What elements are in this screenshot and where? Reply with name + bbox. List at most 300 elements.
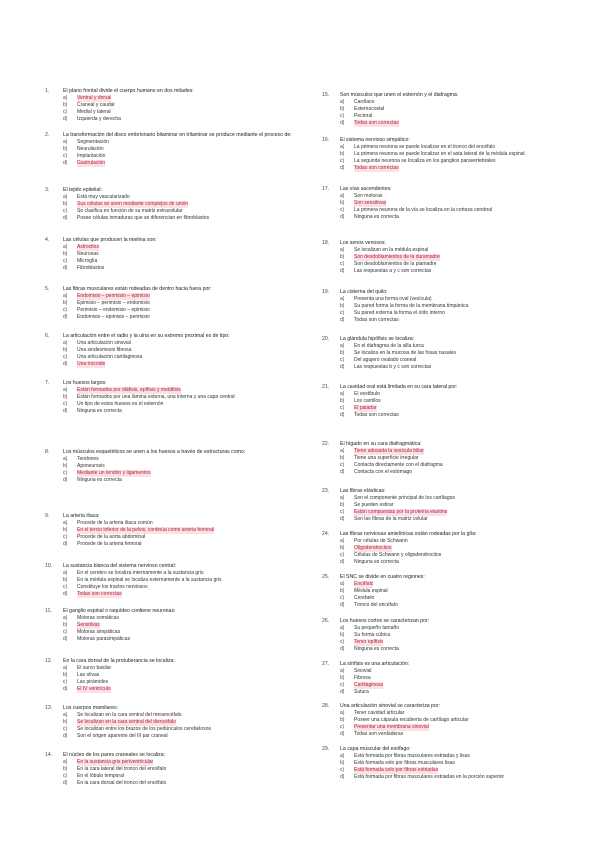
highlighted-answer-text: Tener epífisis bbox=[354, 639, 384, 645]
answer-option bbox=[45, 300, 300, 307]
answer-option bbox=[322, 538, 577, 545]
answer-option bbox=[322, 151, 577, 158]
question-number: 23. bbox=[322, 488, 330, 494]
question-15 bbox=[322, 92, 577, 127]
answer-option bbox=[322, 343, 577, 350]
question-19 bbox=[322, 289, 577, 324]
answer-option bbox=[322, 462, 577, 469]
option-letter: d) bbox=[63, 160, 68, 166]
option-letter: a) bbox=[340, 710, 345, 716]
option-letter: d) bbox=[63, 733, 68, 739]
question-number: 18. bbox=[322, 240, 330, 246]
highlighted-answer-text: Están compuestas por la proteína elastina bbox=[354, 509, 448, 515]
question-25 bbox=[322, 574, 577, 609]
question-header bbox=[45, 286, 300, 293]
option-letter: b) bbox=[340, 303, 345, 309]
option-letter: b) bbox=[63, 577, 68, 583]
answer-option bbox=[45, 672, 300, 679]
option-letter: a) bbox=[340, 625, 345, 631]
question-header bbox=[45, 513, 300, 520]
question-number: 13. bbox=[45, 705, 53, 711]
option-text: Perimisio – endomisio – epimisio bbox=[77, 307, 150, 313]
option-text: Procede de la arteria femoral bbox=[77, 541, 142, 547]
answer-option bbox=[322, 724, 577, 731]
option-letter: b) bbox=[63, 622, 68, 628]
option-text: En la cara dorsal del tronco del encéfalo bbox=[77, 780, 167, 786]
option-text: Las pirámides bbox=[77, 679, 109, 685]
option-letter: c) bbox=[340, 509, 345, 515]
question-text: Las fibras nerviosas amielínicas están rodeadas por la glía: bbox=[340, 531, 477, 537]
question-number: 4. bbox=[45, 237, 50, 243]
question-text: Las fibras elásticas: bbox=[340, 488, 386, 494]
answer-option bbox=[322, 710, 577, 717]
option-letter: b) bbox=[63, 394, 68, 400]
answer-option bbox=[45, 733, 300, 740]
option-letter: a) bbox=[340, 538, 345, 544]
answer-option bbox=[45, 759, 300, 766]
answer-option bbox=[322, 214, 577, 221]
option-letter: b) bbox=[63, 201, 68, 207]
option-letter: c) bbox=[340, 552, 345, 558]
answer-option bbox=[45, 726, 300, 733]
question-number: 19. bbox=[322, 289, 330, 295]
question-number: 14. bbox=[45, 752, 53, 758]
option-letter: a) bbox=[63, 712, 68, 718]
option-text: Craneal y caudal bbox=[77, 102, 115, 108]
question-header bbox=[322, 137, 577, 144]
option-letter: a) bbox=[63, 95, 68, 101]
answer-option bbox=[45, 636, 300, 643]
option-letter: b) bbox=[63, 463, 68, 469]
option-letter: c) bbox=[340, 207, 345, 213]
question-6 bbox=[45, 333, 300, 368]
option-letter: b) bbox=[340, 632, 345, 638]
answer-option bbox=[322, 495, 577, 502]
option-text: Tronco del encéfalo bbox=[354, 602, 398, 608]
option-letter: c) bbox=[63, 679, 68, 685]
question-text: El ganglio espinal o raquídeo contiene neuronas: bbox=[63, 608, 176, 614]
option-text: Ninguna es correcta bbox=[77, 408, 122, 414]
highlighted-answer-text: Endomisio – perimisio – epimisio bbox=[77, 293, 150, 299]
answer-option bbox=[45, 208, 300, 215]
question-text: Los huesos largos: bbox=[63, 380, 107, 386]
option-letter: d) bbox=[340, 559, 345, 565]
answer-option bbox=[322, 391, 577, 398]
option-letter: a) bbox=[63, 665, 68, 671]
question-11 bbox=[45, 608, 300, 643]
option-letter: d) bbox=[340, 165, 345, 171]
option-text: Está muy vascularizado bbox=[77, 194, 130, 200]
question-text: Las células que producen la mielina son: bbox=[63, 237, 157, 243]
option-text: Células de Schwann y oligodendrocitos bbox=[354, 552, 442, 558]
option-letter: a) bbox=[340, 448, 345, 454]
answer-option bbox=[322, 760, 577, 767]
option-letter: b) bbox=[340, 717, 345, 723]
option-letter: c) bbox=[340, 357, 345, 363]
question-24 bbox=[322, 531, 577, 566]
answer-option bbox=[45, 577, 300, 584]
question-text: La arteria iliaca: bbox=[63, 513, 100, 519]
answer-option bbox=[322, 193, 577, 200]
option-text: Posee células inmaduras que se diferencian en fibroblastos bbox=[77, 215, 210, 221]
answer-option bbox=[45, 258, 300, 265]
answer-option bbox=[45, 251, 300, 258]
option-text: Su pared forma la forma de la membrana timpánica bbox=[354, 303, 469, 309]
question-number: 27. bbox=[322, 661, 330, 667]
question-text: Los senos venosos: bbox=[340, 240, 386, 246]
question-text: El núcleo de los pares craneales se localiza: bbox=[63, 752, 166, 758]
option-letter: b) bbox=[63, 300, 68, 306]
question-number: 6. bbox=[45, 333, 50, 339]
option-text: Sutura bbox=[354, 689, 369, 695]
option-letter: d) bbox=[340, 602, 345, 608]
option-letter: d) bbox=[340, 469, 345, 475]
option-letter: a) bbox=[63, 387, 68, 393]
highlighted-answer-text: Todas son correctas bbox=[354, 165, 399, 171]
answer-option bbox=[322, 552, 577, 559]
question-header bbox=[45, 563, 300, 570]
option-letter: d) bbox=[63, 116, 68, 122]
question-27 bbox=[322, 661, 577, 696]
option-text: El vestíbulo bbox=[354, 391, 380, 397]
option-letter: d) bbox=[340, 412, 345, 418]
answer-option bbox=[322, 509, 577, 516]
question-text: La capa muscular del esófago: bbox=[340, 746, 411, 752]
question-23 bbox=[322, 488, 577, 523]
answer-option bbox=[322, 113, 577, 120]
question-number: 28. bbox=[322, 703, 330, 709]
option-letter: a) bbox=[340, 247, 345, 253]
answer-option bbox=[322, 364, 577, 371]
option-text: Implantación bbox=[77, 153, 106, 159]
option-text: Tendones bbox=[77, 456, 99, 462]
answer-option bbox=[45, 244, 300, 251]
option-text: Fibroblastos bbox=[77, 265, 105, 271]
question-header bbox=[322, 384, 577, 391]
answer-option bbox=[322, 602, 577, 609]
option-letter: b) bbox=[63, 251, 68, 257]
option-text: Todas son correctas bbox=[354, 412, 399, 418]
option-text: Las olivas bbox=[77, 672, 100, 678]
question-header bbox=[322, 661, 577, 668]
option-letter: d) bbox=[63, 265, 68, 271]
answer-option bbox=[322, 632, 577, 639]
highlighted-answer-text: Una trocoide bbox=[77, 361, 106, 367]
question-text: El sistema nervioso simpático: bbox=[340, 137, 410, 143]
option-letter: c) bbox=[340, 767, 345, 773]
answer-option bbox=[45, 456, 300, 463]
option-letter: c) bbox=[340, 682, 345, 688]
option-letter: d) bbox=[340, 731, 345, 737]
option-letter: c) bbox=[63, 208, 68, 214]
answer-option bbox=[45, 314, 300, 321]
answer-option bbox=[45, 146, 300, 153]
option-letter: d) bbox=[63, 408, 68, 414]
answer-option bbox=[322, 120, 577, 127]
option-text: Se localiza en la mucosa de las fosas nasales bbox=[354, 350, 457, 356]
question-number: 22. bbox=[322, 441, 330, 447]
option-text: Está formada por fibras musculares estriadas y lisas bbox=[354, 753, 470, 759]
answer-option bbox=[45, 527, 300, 534]
option-letter: b) bbox=[340, 398, 345, 404]
question-header bbox=[45, 237, 300, 244]
question-8 bbox=[45, 449, 300, 484]
option-letter: c) bbox=[340, 462, 345, 468]
answer-option bbox=[322, 646, 577, 653]
option-text: Su pequeño tamaño bbox=[354, 625, 400, 631]
question-text: La transformación del disco embrionario bilaminar en trilaminar se produce mediante el proceso de: bbox=[63, 132, 292, 138]
question-number: 21. bbox=[322, 384, 330, 390]
option-text: Se localizan en la cara ventral del mesencéfalo bbox=[77, 712, 182, 718]
answer-option bbox=[45, 780, 300, 787]
highlighted-answer-text: Sensitivas bbox=[77, 622, 100, 628]
answer-option bbox=[322, 595, 577, 602]
option-letter: b) bbox=[63, 766, 68, 772]
question-text: La glándula hipófisis se localiza: bbox=[340, 336, 415, 342]
answer-option bbox=[322, 639, 577, 646]
option-letter: d) bbox=[340, 317, 345, 323]
option-letter: c) bbox=[340, 113, 345, 119]
question-number: 7. bbox=[45, 380, 50, 386]
option-letter: d) bbox=[63, 477, 68, 483]
option-letter: a) bbox=[63, 139, 68, 145]
answer-option bbox=[45, 387, 300, 394]
answer-option bbox=[322, 247, 577, 254]
answer-option bbox=[45, 347, 300, 354]
option-text: Una sindesmosis fibrosa bbox=[77, 347, 132, 353]
answer-option bbox=[322, 448, 577, 455]
answer-option bbox=[322, 753, 577, 760]
question-header bbox=[322, 488, 577, 495]
option-text: Procede de la aorta abdominal bbox=[77, 534, 146, 540]
answer-option bbox=[322, 559, 577, 566]
answer-option bbox=[322, 296, 577, 303]
question-17 bbox=[322, 186, 577, 221]
answer-option bbox=[322, 767, 577, 774]
option-text: Se pueden estirar bbox=[354, 502, 394, 508]
option-text: En el diafragma de la silla turca bbox=[354, 343, 424, 349]
option-text: En el lóbulo temporal bbox=[77, 773, 124, 779]
question-4 bbox=[45, 237, 300, 272]
option-letter: d) bbox=[63, 314, 68, 320]
option-letter: a) bbox=[63, 456, 68, 462]
highlighted-answer-text: Está formada solo por fibras estriadas bbox=[354, 767, 439, 773]
highlighted-answer-text: En el tercio inferior de la pelvis, continúa como arteria femoral bbox=[77, 527, 215, 533]
answer-option bbox=[45, 109, 300, 116]
answer-option bbox=[322, 254, 577, 261]
answer-option bbox=[322, 144, 577, 151]
answer-option bbox=[45, 615, 300, 622]
option-text: Constituye los tractos nerviosos bbox=[77, 584, 148, 590]
question-number: 24. bbox=[322, 531, 330, 537]
highlighted-answer-text: Encéfalo bbox=[354, 581, 374, 587]
answer-option bbox=[45, 201, 300, 208]
option-text: Su pared externa la forma el oído interno bbox=[354, 310, 445, 316]
option-letter: a) bbox=[63, 570, 68, 576]
answer-option bbox=[322, 200, 577, 207]
option-text: Segmentación bbox=[77, 139, 109, 145]
option-letter: c) bbox=[340, 724, 345, 730]
option-text: Las respuestas a y c son correctas bbox=[354, 268, 432, 274]
option-letter: d) bbox=[63, 686, 68, 692]
answer-option bbox=[45, 394, 300, 401]
option-letter: d) bbox=[63, 361, 68, 367]
answer-option bbox=[322, 668, 577, 675]
answer-option bbox=[322, 350, 577, 357]
answer-option bbox=[45, 541, 300, 548]
option-letter: c) bbox=[340, 310, 345, 316]
option-text: Contacta directamente con el diafragma bbox=[354, 462, 443, 468]
answer-option bbox=[45, 354, 300, 361]
question-number: 12. bbox=[45, 658, 53, 664]
highlighted-answer-text: Todas son correctas bbox=[354, 120, 399, 126]
option-letter: b) bbox=[63, 719, 68, 725]
question-header bbox=[45, 333, 300, 340]
highlighted-answer-text: Presentar una membrana sinovial bbox=[354, 724, 429, 730]
question-text: El plano frontal divide el cuerpo humano en dos mitades: bbox=[63, 88, 194, 94]
answer-option bbox=[322, 207, 577, 214]
question-text: La sustancia blanca del sistema nervioso central: bbox=[63, 563, 177, 569]
question-7 bbox=[45, 380, 300, 415]
option-letter: a) bbox=[63, 293, 68, 299]
answer-option bbox=[45, 686, 300, 693]
answer-option bbox=[45, 116, 300, 123]
option-letter: d) bbox=[340, 268, 345, 274]
answer-option bbox=[45, 361, 300, 368]
option-text: Su forma cúbica bbox=[354, 632, 391, 638]
option-letter: d) bbox=[63, 636, 68, 642]
option-text: Neuronas bbox=[77, 251, 99, 257]
option-text: Todas son correctas bbox=[354, 317, 399, 323]
answer-option bbox=[322, 588, 577, 595]
answer-option bbox=[322, 675, 577, 682]
option-text: Sinovial bbox=[354, 668, 372, 674]
option-text: Son el componente principal de los cartílagos bbox=[354, 495, 455, 501]
option-text: Pectoral bbox=[354, 113, 373, 119]
answer-option bbox=[322, 581, 577, 588]
question-text: La articulación entre el radio y la ulna en su extremo proximal es de tipo: bbox=[63, 333, 230, 339]
answer-option bbox=[45, 408, 300, 415]
option-text: Se localizan en la médula espinal bbox=[354, 247, 429, 253]
option-text: Son el origen aparente del III par craneal bbox=[77, 733, 168, 739]
option-letter: b) bbox=[340, 760, 345, 766]
question-text: El SNC se divide en cuatro regiones: bbox=[340, 574, 425, 580]
question-number: 29. bbox=[322, 746, 330, 752]
answer-option bbox=[45, 766, 300, 773]
option-letter: a) bbox=[340, 581, 345, 587]
option-letter: b) bbox=[63, 672, 68, 678]
option-letter: d) bbox=[340, 364, 345, 370]
option-letter: a) bbox=[340, 495, 345, 501]
question-header bbox=[322, 441, 577, 448]
option-text: Son las fibras de la matriz celular bbox=[354, 516, 428, 522]
option-letter: b) bbox=[63, 527, 68, 533]
option-letter: c) bbox=[63, 153, 68, 159]
option-text: Aponeurosis bbox=[77, 463, 105, 469]
question-text: Los cuerpos mamilares: bbox=[63, 705, 119, 711]
question-header bbox=[322, 703, 577, 710]
answer-option bbox=[45, 622, 300, 629]
question-16 bbox=[322, 137, 577, 172]
option-letter: b) bbox=[63, 347, 68, 353]
highlighted-answer-text: Mediante un tendón y ligamentos bbox=[77, 470, 151, 476]
option-letter: a) bbox=[63, 340, 68, 346]
option-text: Una articulación sinovial bbox=[77, 340, 131, 346]
question-text: Las fibras musculares están rodeadas de dentro hacia fuera por: bbox=[63, 286, 212, 292]
option-letter: c) bbox=[63, 773, 68, 779]
option-text: Ninguna es correcta bbox=[354, 646, 399, 652]
option-text: Tener cavidad articular bbox=[354, 710, 405, 716]
option-letter: c) bbox=[63, 401, 68, 407]
option-text: Por células de Schwann bbox=[354, 538, 408, 544]
answer-option bbox=[45, 629, 300, 636]
answer-option bbox=[45, 591, 300, 598]
question-number: 2. bbox=[45, 132, 50, 138]
question-header bbox=[322, 240, 577, 247]
answer-option bbox=[45, 340, 300, 347]
question-number: 17. bbox=[322, 186, 330, 192]
option-letter: b) bbox=[63, 102, 68, 108]
option-text: Esternocostal bbox=[354, 106, 385, 112]
question-header bbox=[322, 186, 577, 193]
answer-option bbox=[45, 477, 300, 484]
answer-option bbox=[45, 470, 300, 477]
option-text: Ninguna es correcta bbox=[354, 559, 399, 565]
question-text: El hígado en su cara diafragmática: bbox=[340, 441, 422, 447]
option-text: Una articulación cartilaginosa bbox=[77, 354, 143, 360]
answer-option bbox=[322, 398, 577, 405]
question-number: 5. bbox=[45, 286, 50, 292]
option-letter: a) bbox=[340, 99, 345, 105]
question-header bbox=[322, 618, 577, 625]
option-letter: a) bbox=[340, 753, 345, 759]
question-20 bbox=[322, 336, 577, 371]
option-letter: c) bbox=[63, 534, 68, 540]
question-header bbox=[45, 608, 300, 615]
question-header bbox=[45, 658, 300, 665]
answer-option bbox=[45, 463, 300, 470]
option-letter: b) bbox=[340, 106, 345, 112]
highlighted-answer-text: El paladar bbox=[354, 405, 377, 411]
answer-option bbox=[322, 516, 577, 523]
question-header bbox=[45, 132, 300, 139]
question-header bbox=[322, 746, 577, 753]
option-letter: d) bbox=[63, 591, 68, 597]
option-letter: d) bbox=[340, 214, 345, 220]
option-letter: c) bbox=[340, 639, 345, 645]
option-text: La segunda neurona se localiza en los ganglios paravertebrales bbox=[354, 158, 496, 164]
option-text: Los carrillos bbox=[354, 398, 381, 404]
question-text: En la cara dorsal de la protuberancia se localiza: bbox=[63, 658, 175, 664]
option-letter: c) bbox=[340, 261, 345, 267]
option-letter: a) bbox=[63, 615, 68, 621]
question-number: 8. bbox=[45, 449, 50, 455]
highlighted-answer-text: Son desdoblamientos de la duramadre bbox=[354, 254, 440, 260]
option-text: Del agujero ovalado craneal bbox=[354, 357, 417, 363]
question-header bbox=[322, 531, 577, 538]
answer-option bbox=[322, 545, 577, 552]
option-letter: a) bbox=[340, 144, 345, 150]
option-text: Médula espinal bbox=[354, 588, 388, 594]
answer-option bbox=[45, 719, 300, 726]
answer-option bbox=[45, 665, 300, 672]
question-header bbox=[45, 705, 300, 712]
highlighted-answer-text: En la sustancia gris periventricular bbox=[77, 759, 154, 765]
highlighted-answer-text: Sus células se unen mediante complejos de unión bbox=[77, 201, 189, 207]
question-number: 15. bbox=[322, 92, 330, 98]
option-text: El surco basilar bbox=[77, 665, 112, 671]
highlighted-answer-text: Astrocitos bbox=[77, 244, 99, 250]
